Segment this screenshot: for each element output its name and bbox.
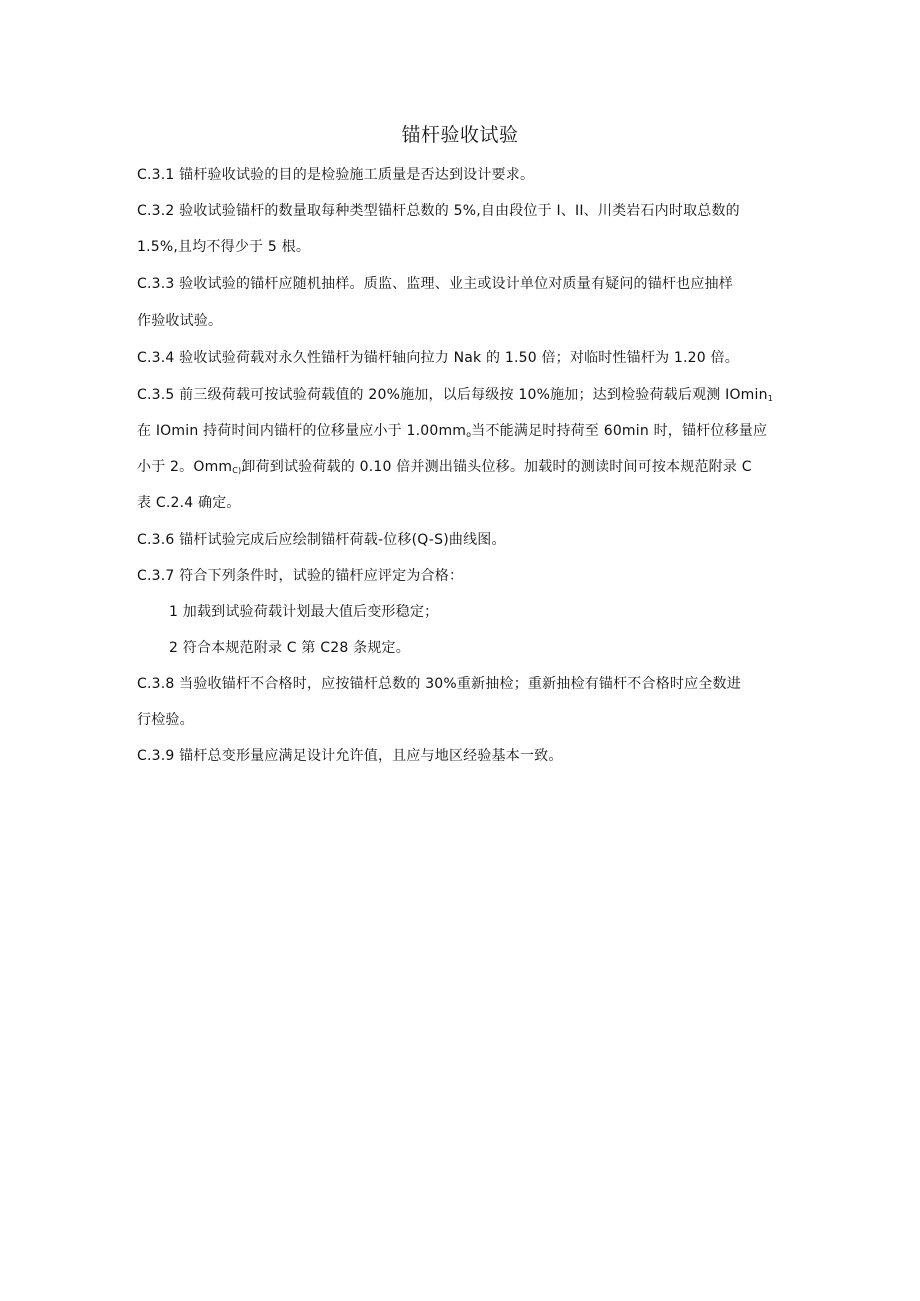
clause-c35-line3-text-a: 小于 2。Omm [137, 459, 233, 475]
clause-c35-line3-subscript: C) [232, 466, 242, 475]
clause-c31: C.3.1 锚杆验收试验的目的是检验施工质量是否达到设计要求。 [137, 167, 535, 183]
clause-c35-line1-subscript: 1 [767, 394, 773, 403]
clause-c36: C.3.6 锚杆试验完成后应绘制锚杆荷载-位移(Q-S)曲线图。 [137, 532, 506, 548]
clause-c35-line1 [137, 385, 797, 405]
clause-c35-line1-text: C.3.5 前三级荷载可按试验荷载值的 20%施加，以后每级按 10%施加；达到检验荷载后观测 IOmin [137, 387, 768, 403]
clause-c38-line1: C.3.8 当验收锚杆不合格时，应按锚杆总数的 30%重新抽检；重新抽检有锚杆不合格时应全数进 [137, 676, 741, 692]
clause-c37-item1: 1 加载到试验荷载计划最大值后变形稳定； [169, 604, 439, 620]
clause-c35-line4: 表 C.2.4 确定。 [137, 495, 241, 511]
clause-c33-line2: 作验收试验。 [137, 313, 223, 329]
clause-c37: C.3.7 符合下列条件时，试验的锚杆应评定为合格： [137, 568, 464, 584]
clause-c32-line1: C.3.2 验收试验锚杆的数量取每种类型锚杆总数的 5%,自由段位于 I、II、川类岩石内时取总数的 [137, 203, 740, 219]
clause-c34: C.3.4 验收试验荷载对永久性锚杆为锚杆轴向拉力 Nak 的 1.50 倍；对临时性锚杆为 1.20 倍。 [137, 350, 739, 366]
clause-c37-item2: 2 符合本规范附录 C 第 C28 条规定。 [169, 640, 410, 656]
clause-c32-line2: 1.5%,且均不得少于 5 根。 [137, 239, 311, 255]
clause-c35-line2 [137, 421, 797, 441]
clause-c33-line1: C.3.3 验收试验的锚杆应随机抽样。质监、监理、业主或设计单位对质量有疑问的锚杆也应抽样 [137, 276, 733, 292]
clause-c35-line3-text-b: 卸荷到试验荷载的 0.10 倍并测出锚头位移。加载时的测读时间可按本规范附录 C [241, 459, 752, 475]
clause-c35-line2-text-b: 当不能满足时持荷至 60min 时，锚杆位移量应 [471, 423, 768, 439]
clause-c39: C.3.9 锚杆总变形量应满足设计允许值，且应与地区经验基本一致。 [137, 748, 563, 764]
page-title: 锚杆验收试验 [401, 124, 519, 146]
clause-c35-line3 [137, 457, 797, 477]
clause-c35-line2-text-a: 在 IOmin 持荷时间内锚杆的位移量应小于 1.00mm [137, 423, 467, 439]
clause-c38-line2: 行检验。 [137, 712, 194, 728]
clause-c35-line2-subscript: o [466, 430, 472, 439]
